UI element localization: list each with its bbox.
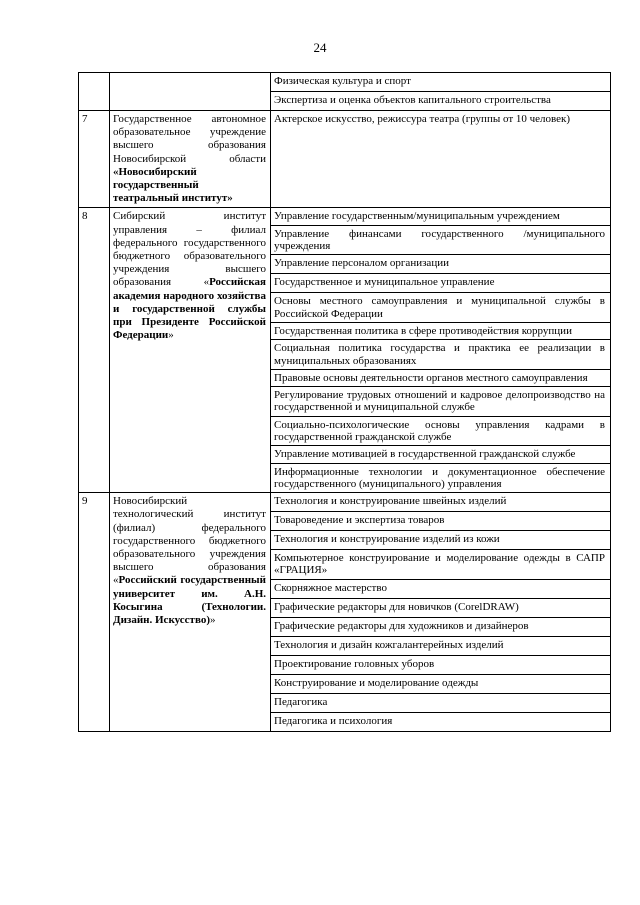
programs-cell (271, 493, 611, 732)
institution-name-bold: Российский государственный университет им. А.Н. Косыгина (Технологии. Дизайн. Искусство) (113, 574, 266, 626)
table-row (79, 208, 611, 493)
program-item: Информационные технологии и документационное обеспечение государственного (муниципального) управления (274, 465, 605, 490)
program-item: Правовые основы деятельности органов местного самоуправления (271, 370, 610, 387)
program-item: Графические редакторы для художников и дизайнеров (271, 618, 610, 637)
institution-name (110, 493, 271, 732)
program-item: Технология и конструирование изделий из кожи (271, 531, 610, 550)
institution-name-plain: Новосибирский технологический институт (филиал) федерального государственного бюджетного образовательного учреждения высшего образования « (113, 495, 266, 587)
table-row (79, 73, 611, 111)
institution-name-tail: » (168, 329, 174, 342)
program-item: Регулирование трудовых отношений и кадровое делопроизводство на государственной и муниципальной службе (271, 387, 610, 417)
program-item: Социально-психологические основы управления кадрами в государственной гражданской службе (271, 417, 610, 447)
program-item: Компьютерное конструирование и моделирование одежды в САПР «ГРАЦИЯ» (271, 550, 610, 580)
institution-name-bold: «Новосибирский государственный театральный институт» (113, 165, 233, 205)
program-item: Конструирование и моделирование одежды (271, 675, 610, 694)
program-item: Управление государственным/муниципальным учреждением (271, 208, 610, 225)
program-item: Государственная политика в сфере противодействия коррупции (271, 323, 610, 340)
program-item: Графические редакторы для новичков (CorelDRAW) (271, 599, 610, 618)
table-row (79, 111, 611, 208)
row-number: 7 (79, 111, 110, 208)
institution-name-bold: Российская академия народного хозяйства и государственной службы при Президенте Российской Федерации (113, 276, 266, 342)
programs-cell (271, 208, 611, 493)
page-number: 24 (313, 40, 327, 55)
table-row (79, 493, 611, 732)
program-item: Экспертиза и оценка объектов капитального строительства (274, 94, 551, 106)
program-item: Педагогика и психология (274, 714, 393, 727)
institutions-table (78, 72, 611, 732)
institution-name-tail: » (209, 614, 216, 626)
program-item: Педагогика (271, 694, 610, 713)
program-item: Государственное и муниципальное управление (271, 274, 610, 293)
institution-name (110, 73, 271, 111)
programs-cell (271, 111, 611, 208)
program-item: Управление персоналом организации (271, 255, 610, 274)
program-item: Товароведение и экспертиза товаров (271, 512, 610, 531)
program-item: Технология и дизайн кожгалантерейных изделий (271, 637, 610, 656)
institution-name-plain: Сибирский институт управления – филиал федерального государственного бюджетного образовательного учреждения высшего образования « (113, 210, 266, 289)
program-item: Скорняжное мастерство (271, 580, 610, 599)
program-item: Технология и конструирование швейных изделий (271, 493, 610, 512)
program-item: Основы местного самоуправления и муниципальной службы в Российской Федерации (271, 293, 610, 323)
program-item: Управление мотивацией в государственной гражданской службе (271, 446, 610, 463)
program-item: Социальная политика государства и практика ее реализации в муниципальных образованиях (271, 340, 610, 370)
row-number (79, 73, 110, 111)
row-number: 9 (79, 493, 110, 732)
program-item: Физическая культура и спорт (271, 73, 610, 92)
row-number: 8 (79, 208, 110, 493)
program-item: Актерское искусство, режиссура театра (группы от 10 человек) (274, 113, 571, 125)
institution-name (110, 208, 271, 493)
program-item: Проектирование головных уборов (271, 656, 610, 675)
program-item: Управление финансами государственного /муниципального учреждения (271, 226, 610, 256)
institution-name (110, 111, 271, 208)
programs-cell (271, 73, 611, 111)
institution-name-plain: Государственное автономное образовательное учреждение высшего образования Новосибирской области (113, 113, 266, 165)
